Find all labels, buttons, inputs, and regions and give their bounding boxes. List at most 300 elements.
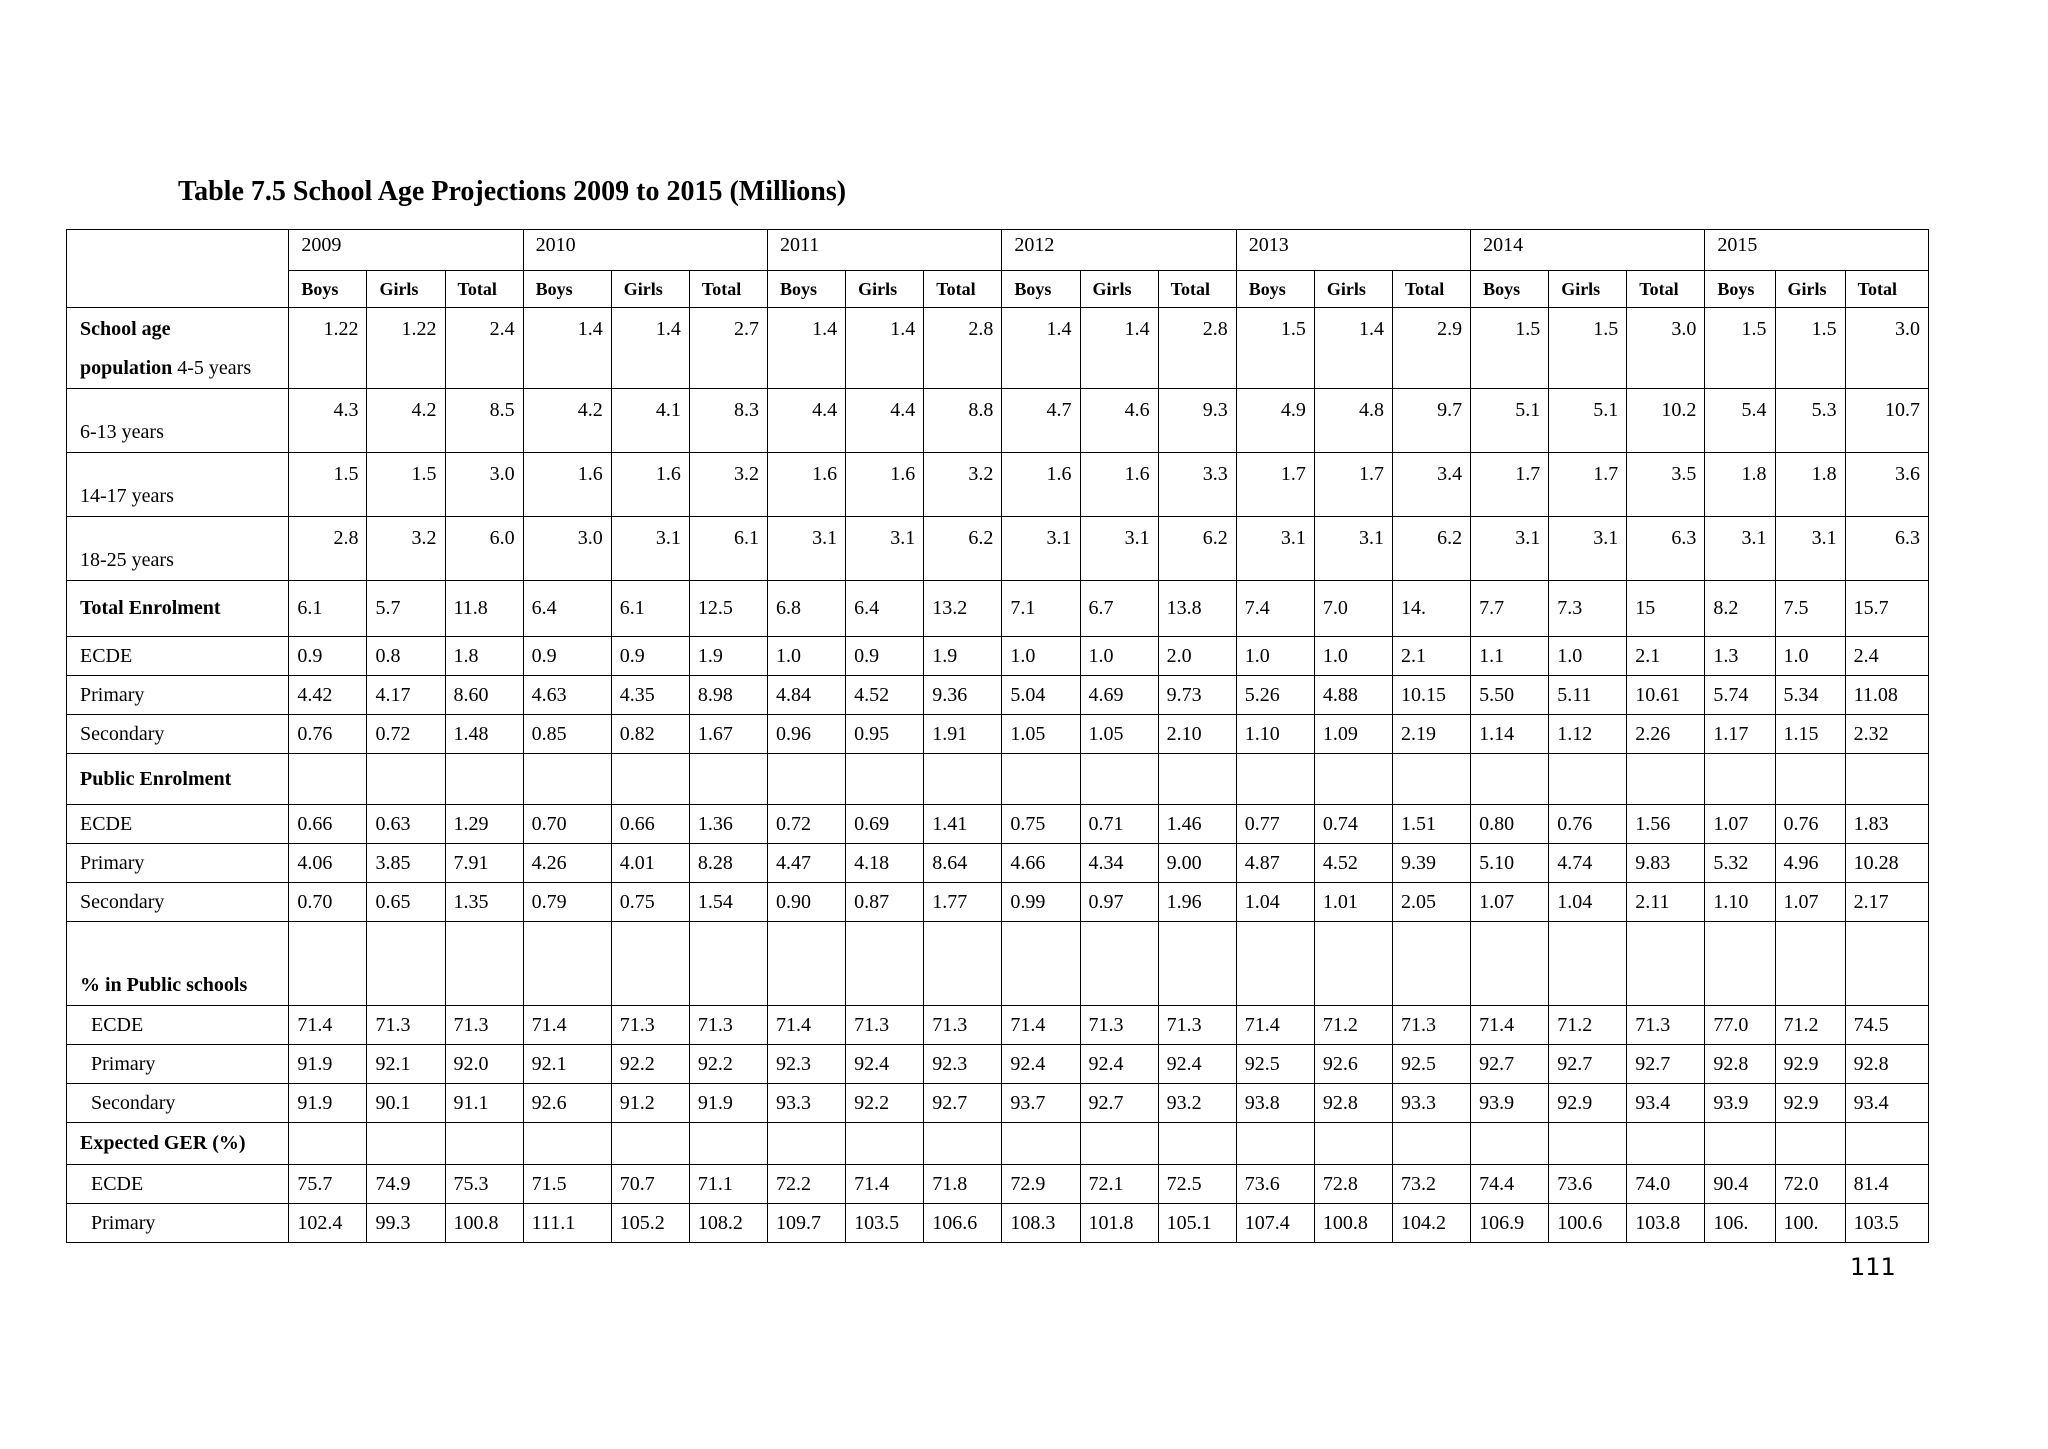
header-row-gender	[67, 271, 1929, 308]
data-cell: 6.0	[445, 517, 523, 581]
data-cell: 0.69	[846, 805, 924, 844]
data-cell: 74.9	[367, 1165, 445, 1204]
row-label-text: Primary	[91, 1052, 156, 1075]
data-cell	[1845, 922, 1928, 1006]
row-label	[67, 1204, 289, 1243]
data-cell: 0.71	[1080, 805, 1158, 844]
data-cell: 1.17	[1705, 715, 1775, 754]
data-cell: 92.9	[1775, 1045, 1845, 1084]
data-cell	[689, 754, 767, 805]
data-cell: 1.0	[1549, 637, 1627, 676]
row-label	[67, 308, 289, 389]
data-cell: 0.97	[1080, 883, 1158, 922]
data-cell: 1.0	[1775, 637, 1845, 676]
data-cell: 91.1	[445, 1084, 523, 1123]
data-cell	[1549, 754, 1627, 805]
table-row	[67, 517, 1929, 581]
data-cell: 4.63	[523, 676, 611, 715]
data-cell: 4.9	[1236, 389, 1314, 453]
data-cell: 90.1	[367, 1084, 445, 1123]
data-cell: 93.4	[1845, 1084, 1928, 1123]
data-cell: 71.3	[1627, 1006, 1705, 1045]
data-cell: 109.7	[768, 1204, 846, 1243]
data-cell: 73.6	[1549, 1165, 1627, 1204]
data-cell	[523, 754, 611, 805]
data-cell	[1627, 1123, 1705, 1165]
data-cell: 1.5	[1236, 308, 1314, 389]
data-cell: 9.36	[924, 676, 1002, 715]
row-label-text: ECDE	[91, 1013, 144, 1036]
data-cell: 101.8	[1080, 1204, 1158, 1243]
data-cell: 1.10	[1236, 715, 1314, 754]
data-cell: 72.5	[1158, 1165, 1236, 1204]
data-cell: 92.7	[924, 1084, 1002, 1123]
data-cell: 1.7	[1549, 453, 1627, 517]
data-cell: 5.32	[1705, 844, 1775, 883]
data-cell: 71.3	[924, 1006, 1002, 1045]
data-cell	[1158, 922, 1236, 1006]
data-cell: 1.3	[1705, 637, 1775, 676]
data-cell: 1.6	[523, 453, 611, 517]
data-cell: 3.1	[1080, 517, 1158, 581]
data-cell: 1.07	[1471, 883, 1549, 922]
data-cell	[523, 922, 611, 1006]
data-cell: 92.6	[523, 1084, 611, 1123]
data-cell: 92.5	[1236, 1045, 1314, 1084]
data-cell: 1.04	[1236, 883, 1314, 922]
row-label	[67, 1084, 289, 1123]
column-header-boys: Boys	[523, 271, 611, 308]
year-header: 2010	[523, 230, 767, 271]
data-cell: 4.18	[846, 844, 924, 883]
data-cell	[1392, 754, 1470, 805]
data-cell: 103.8	[1627, 1204, 1705, 1243]
row-label	[67, 1006, 289, 1045]
data-cell: 92.3	[924, 1045, 1002, 1084]
data-cell	[1080, 754, 1158, 805]
data-cell: 0.77	[1236, 805, 1314, 844]
row-label-bold: School age population	[80, 318, 173, 379]
data-cell: 10.15	[1392, 676, 1470, 715]
school-age-projections-table	[66, 229, 1929, 1243]
data-cell: 5.04	[1002, 676, 1080, 715]
data-cell: 92.8	[1845, 1045, 1928, 1084]
row-label	[67, 676, 289, 715]
data-cell: 10.61	[1627, 676, 1705, 715]
data-cell: 2.11	[1627, 883, 1705, 922]
data-cell	[367, 922, 445, 1006]
data-cell: 0.96	[768, 715, 846, 754]
column-header-boys: Boys	[1236, 271, 1314, 308]
data-cell	[1002, 1123, 1080, 1165]
data-cell: 4.84	[768, 676, 846, 715]
table-row	[67, 1045, 1929, 1084]
data-cell: 71.3	[1080, 1006, 1158, 1045]
table-row	[67, 922, 1929, 1006]
data-cell: 2.10	[1158, 715, 1236, 754]
data-cell	[1471, 922, 1549, 1006]
data-cell: 75.3	[445, 1165, 523, 1204]
data-cell: 92.1	[523, 1045, 611, 1084]
data-cell: 1.6	[768, 453, 846, 517]
data-cell: 0.90	[768, 883, 846, 922]
data-cell	[1080, 1123, 1158, 1165]
data-cell: 1.46	[1158, 805, 1236, 844]
data-cell	[689, 1123, 767, 1165]
data-cell: 3.1	[611, 517, 689, 581]
data-cell: 3.85	[367, 844, 445, 883]
data-cell: 7.5	[1775, 581, 1845, 637]
data-cell: 1.22	[289, 308, 367, 389]
data-cell: 77.0	[1705, 1006, 1775, 1045]
data-cell: 1.6	[1002, 453, 1080, 517]
data-cell: 10.7	[1845, 389, 1928, 453]
data-cell: 13.8	[1158, 581, 1236, 637]
data-cell	[1627, 754, 1705, 805]
data-cell	[768, 922, 846, 1006]
data-cell: 4.6	[1080, 389, 1158, 453]
data-cell: 1.6	[611, 453, 689, 517]
table-row	[67, 1123, 1929, 1165]
data-cell: 5.11	[1549, 676, 1627, 715]
data-cell	[445, 754, 523, 805]
data-cell: 73.6	[1236, 1165, 1314, 1204]
column-header-total: Total	[1627, 271, 1705, 308]
data-cell: 14.	[1392, 581, 1470, 637]
data-cell: 1.0	[1002, 637, 1080, 676]
data-cell: 4.7	[1002, 389, 1080, 453]
data-cell	[924, 1123, 1002, 1165]
data-cell: 1.6	[846, 453, 924, 517]
data-cell: 71.4	[1002, 1006, 1080, 1045]
data-cell: 1.0	[1080, 637, 1158, 676]
data-cell: 3.2	[367, 517, 445, 581]
data-cell: 93.3	[768, 1084, 846, 1123]
data-cell: 6.7	[1080, 581, 1158, 637]
data-cell: 92.7	[1549, 1045, 1627, 1084]
data-cell	[1392, 1123, 1470, 1165]
data-cell: 100.6	[1549, 1204, 1627, 1243]
data-cell	[1845, 754, 1928, 805]
data-cell: 100.8	[1314, 1204, 1392, 1243]
data-cell: 74.5	[1845, 1006, 1928, 1045]
data-cell: 5.34	[1775, 676, 1845, 715]
data-cell: 3.1	[1002, 517, 1080, 581]
data-cell: 0.72	[768, 805, 846, 844]
data-cell: 72.0	[1775, 1165, 1845, 1204]
data-cell: 92.8	[1705, 1045, 1775, 1084]
column-header-total: Total	[689, 271, 767, 308]
data-cell	[1775, 922, 1845, 1006]
data-cell	[1392, 922, 1470, 1006]
data-cell: 1.0	[1314, 637, 1392, 676]
data-cell: 92.0	[445, 1045, 523, 1084]
data-cell: 75.7	[289, 1165, 367, 1204]
data-cell: 3.1	[846, 517, 924, 581]
data-cell: 6.8	[768, 581, 846, 637]
table-row	[67, 1204, 1929, 1243]
data-cell: 1.01	[1314, 883, 1392, 922]
row-label-text: ECDE	[80, 644, 133, 667]
data-cell: 71.5	[523, 1165, 611, 1204]
data-cell: 3.1	[1314, 517, 1392, 581]
data-cell: 0.87	[846, 883, 924, 922]
data-cell: 15	[1627, 581, 1705, 637]
data-cell: 9.73	[1158, 676, 1236, 715]
data-cell: 1.77	[924, 883, 1002, 922]
data-cell	[1080, 922, 1158, 1006]
data-cell: 6.2	[1158, 517, 1236, 581]
data-cell: 3.1	[1775, 517, 1845, 581]
data-cell: 1.7	[1471, 453, 1549, 517]
data-cell: 71.4	[289, 1006, 367, 1045]
data-cell: 1.0	[1236, 637, 1314, 676]
table-row	[67, 308, 1929, 389]
data-cell: 4.42	[289, 676, 367, 715]
data-cell: 71.4	[768, 1006, 846, 1045]
data-cell: 1.4	[1314, 308, 1392, 389]
data-cell	[846, 754, 924, 805]
data-cell: 10.2	[1627, 389, 1705, 453]
data-cell: 1.5	[1705, 308, 1775, 389]
row-label	[67, 1165, 289, 1204]
data-cell: 92.7	[1080, 1084, 1158, 1123]
data-cell: 3.6	[1845, 453, 1928, 517]
data-cell: 11.08	[1845, 676, 1928, 715]
data-cell: 9.39	[1392, 844, 1470, 883]
data-cell: 71.1	[689, 1165, 767, 1204]
data-cell: 1.15	[1775, 715, 1845, 754]
data-cell: 3.0	[523, 517, 611, 581]
data-cell: 92.2	[846, 1084, 924, 1123]
row-label-text: Primary	[91, 1211, 156, 1234]
data-cell: 8.64	[924, 844, 1002, 883]
data-cell: 2.8	[1158, 308, 1236, 389]
data-cell: 6.1	[689, 517, 767, 581]
data-cell: 0.75	[1002, 805, 1080, 844]
column-header-boys: Boys	[1002, 271, 1080, 308]
data-cell: 92.8	[1314, 1084, 1392, 1123]
table-row	[67, 1006, 1929, 1045]
data-cell: 92.4	[846, 1045, 924, 1084]
data-cell: 100.8	[445, 1204, 523, 1243]
data-cell: 74.0	[1627, 1165, 1705, 1204]
data-cell: 2.19	[1392, 715, 1470, 754]
data-cell: 92.9	[1775, 1084, 1845, 1123]
data-cell: 71.3	[846, 1006, 924, 1045]
data-cell: 3.1	[768, 517, 846, 581]
data-cell: 71.3	[1158, 1006, 1236, 1045]
data-cell: 7.4	[1236, 581, 1314, 637]
data-cell: 13.2	[924, 581, 1002, 637]
data-cell: 6.3	[1627, 517, 1705, 581]
data-cell: 7.3	[1549, 581, 1627, 637]
data-cell: 0.66	[611, 805, 689, 844]
row-label	[67, 715, 289, 754]
data-cell: 103.5	[1845, 1204, 1928, 1243]
data-cell: 3.1	[1705, 517, 1775, 581]
row-label	[67, 922, 289, 1006]
row-label	[67, 1123, 289, 1165]
data-cell: 10.28	[1845, 844, 1928, 883]
data-cell: 0.72	[367, 715, 445, 754]
row-label-text: Primary	[80, 683, 145, 706]
data-cell: 12.5	[689, 581, 767, 637]
data-cell: 93.3	[1392, 1084, 1470, 1123]
data-cell: 3.5	[1627, 453, 1705, 517]
data-cell: 92.4	[1080, 1045, 1158, 1084]
data-cell: 71.2	[1549, 1006, 1627, 1045]
table-row	[67, 883, 1929, 922]
corner-cell	[67, 230, 289, 308]
data-cell	[289, 922, 367, 1006]
row-label	[67, 754, 289, 805]
data-cell: 71.8	[924, 1165, 1002, 1204]
table-row	[67, 805, 1929, 844]
data-cell: 2.0	[1158, 637, 1236, 676]
data-cell: 7.91	[445, 844, 523, 883]
column-header-boys: Boys	[768, 271, 846, 308]
data-cell: 3.2	[689, 453, 767, 517]
data-cell: 4.87	[1236, 844, 1314, 883]
data-cell: 1.83	[1845, 805, 1928, 844]
data-cell: 92.2	[689, 1045, 767, 1084]
data-cell: 1.05	[1080, 715, 1158, 754]
data-cell: 1.22	[367, 308, 445, 389]
data-cell	[1002, 922, 1080, 1006]
data-cell	[1775, 1123, 1845, 1165]
data-cell: 1.96	[1158, 883, 1236, 922]
data-cell: 8.2	[1705, 581, 1775, 637]
data-cell: 2.05	[1392, 883, 1470, 922]
data-cell: 2.8	[924, 308, 1002, 389]
data-cell: 1.12	[1549, 715, 1627, 754]
column-header-boys: Boys	[1705, 271, 1775, 308]
data-cell: 4.35	[611, 676, 689, 715]
data-cell: 0.9	[846, 637, 924, 676]
page-title: Table 7.5 School Age Projections 2009 to 2015 (Millions)	[178, 176, 847, 207]
data-cell: 1.7	[1236, 453, 1314, 517]
data-cell: 1.9	[924, 637, 1002, 676]
data-cell	[445, 922, 523, 1006]
row-label-text: Secondary	[91, 1091, 176, 1114]
data-cell: 73.2	[1392, 1165, 1470, 1204]
data-cell	[1705, 922, 1775, 1006]
data-cell: 1.4	[1002, 308, 1080, 389]
table-row	[67, 1165, 1929, 1204]
data-cell	[1549, 1123, 1627, 1165]
data-cell: 1.8	[1705, 453, 1775, 517]
data-cell: 6.3	[1845, 517, 1928, 581]
data-cell: 2.9	[1392, 308, 1470, 389]
data-cell: 5.4	[1705, 389, 1775, 453]
data-cell: 3.0	[445, 453, 523, 517]
year-header: 2012	[1002, 230, 1236, 271]
data-cell: 91.2	[611, 1084, 689, 1123]
table-row	[67, 1084, 1929, 1123]
data-cell: 3.3	[1158, 453, 1236, 517]
data-cell: 11.8	[445, 581, 523, 637]
data-cell: 1.29	[445, 805, 523, 844]
data-cell: 111.1	[523, 1204, 611, 1243]
data-cell: 7.7	[1471, 581, 1549, 637]
data-cell: 1.8	[445, 637, 523, 676]
row-label	[67, 805, 289, 844]
data-cell: 90.4	[1705, 1165, 1775, 1204]
data-cell: 1.7	[1314, 453, 1392, 517]
data-cell: 1.36	[689, 805, 767, 844]
row-label	[67, 517, 289, 581]
data-cell: 92.7	[1627, 1045, 1705, 1084]
data-cell	[611, 754, 689, 805]
data-cell	[1845, 1123, 1928, 1165]
data-cell: 1.4	[1080, 308, 1158, 389]
row-label-bold: Expected GER (%)	[80, 1132, 246, 1154]
row-label	[67, 883, 289, 922]
data-cell: 0.9	[289, 637, 367, 676]
data-cell	[289, 754, 367, 805]
data-cell: 5.7	[367, 581, 445, 637]
data-cell: 71.2	[1775, 1006, 1845, 1045]
data-cell: 4.47	[768, 844, 846, 883]
data-cell: 1.4	[846, 308, 924, 389]
data-cell: 1.07	[1705, 805, 1775, 844]
data-cell: 1.67	[689, 715, 767, 754]
data-cell: 1.5	[367, 453, 445, 517]
data-cell	[1705, 754, 1775, 805]
row-label	[67, 581, 289, 637]
data-cell: 70.7	[611, 1165, 689, 1204]
data-cell: 3.2	[924, 453, 1002, 517]
data-cell: 71.2	[1314, 1006, 1392, 1045]
data-cell: 0.82	[611, 715, 689, 754]
data-cell: 1.04	[1549, 883, 1627, 922]
data-cell: 4.66	[1002, 844, 1080, 883]
data-cell: 2.32	[1845, 715, 1928, 754]
data-cell: 105.2	[611, 1204, 689, 1243]
data-cell: 71.3	[611, 1006, 689, 1045]
data-cell: 91.9	[289, 1084, 367, 1123]
data-cell: 0.76	[289, 715, 367, 754]
data-cell: 71.4	[1236, 1006, 1314, 1045]
data-cell: 3.1	[1549, 517, 1627, 581]
data-cell: 8.98	[689, 676, 767, 715]
data-cell: 0.80	[1471, 805, 1549, 844]
data-cell: 4.34	[1080, 844, 1158, 883]
data-cell: 1.1	[1471, 637, 1549, 676]
data-cell: 0.65	[367, 883, 445, 922]
data-cell: 106.6	[924, 1204, 1002, 1243]
table-row	[67, 844, 1929, 883]
header-row-years	[67, 230, 1929, 271]
row-label	[67, 637, 289, 676]
data-cell: 7.0	[1314, 581, 1392, 637]
data-cell: 93.7	[1002, 1084, 1080, 1123]
data-cell: 5.1	[1549, 389, 1627, 453]
table-row	[67, 581, 1929, 637]
data-cell: 99.3	[367, 1204, 445, 1243]
data-cell: 8.28	[689, 844, 767, 883]
row-label-text: ECDE	[80, 812, 133, 835]
data-cell: 0.79	[523, 883, 611, 922]
data-cell: 1.5	[1775, 308, 1845, 389]
data-cell: 6.4	[523, 581, 611, 637]
data-cell: 0.70	[523, 805, 611, 844]
data-cell: 2.8	[289, 517, 367, 581]
data-cell: 3.0	[1627, 308, 1705, 389]
data-cell: 0.76	[1549, 805, 1627, 844]
data-cell: 71.4	[1471, 1006, 1549, 1045]
